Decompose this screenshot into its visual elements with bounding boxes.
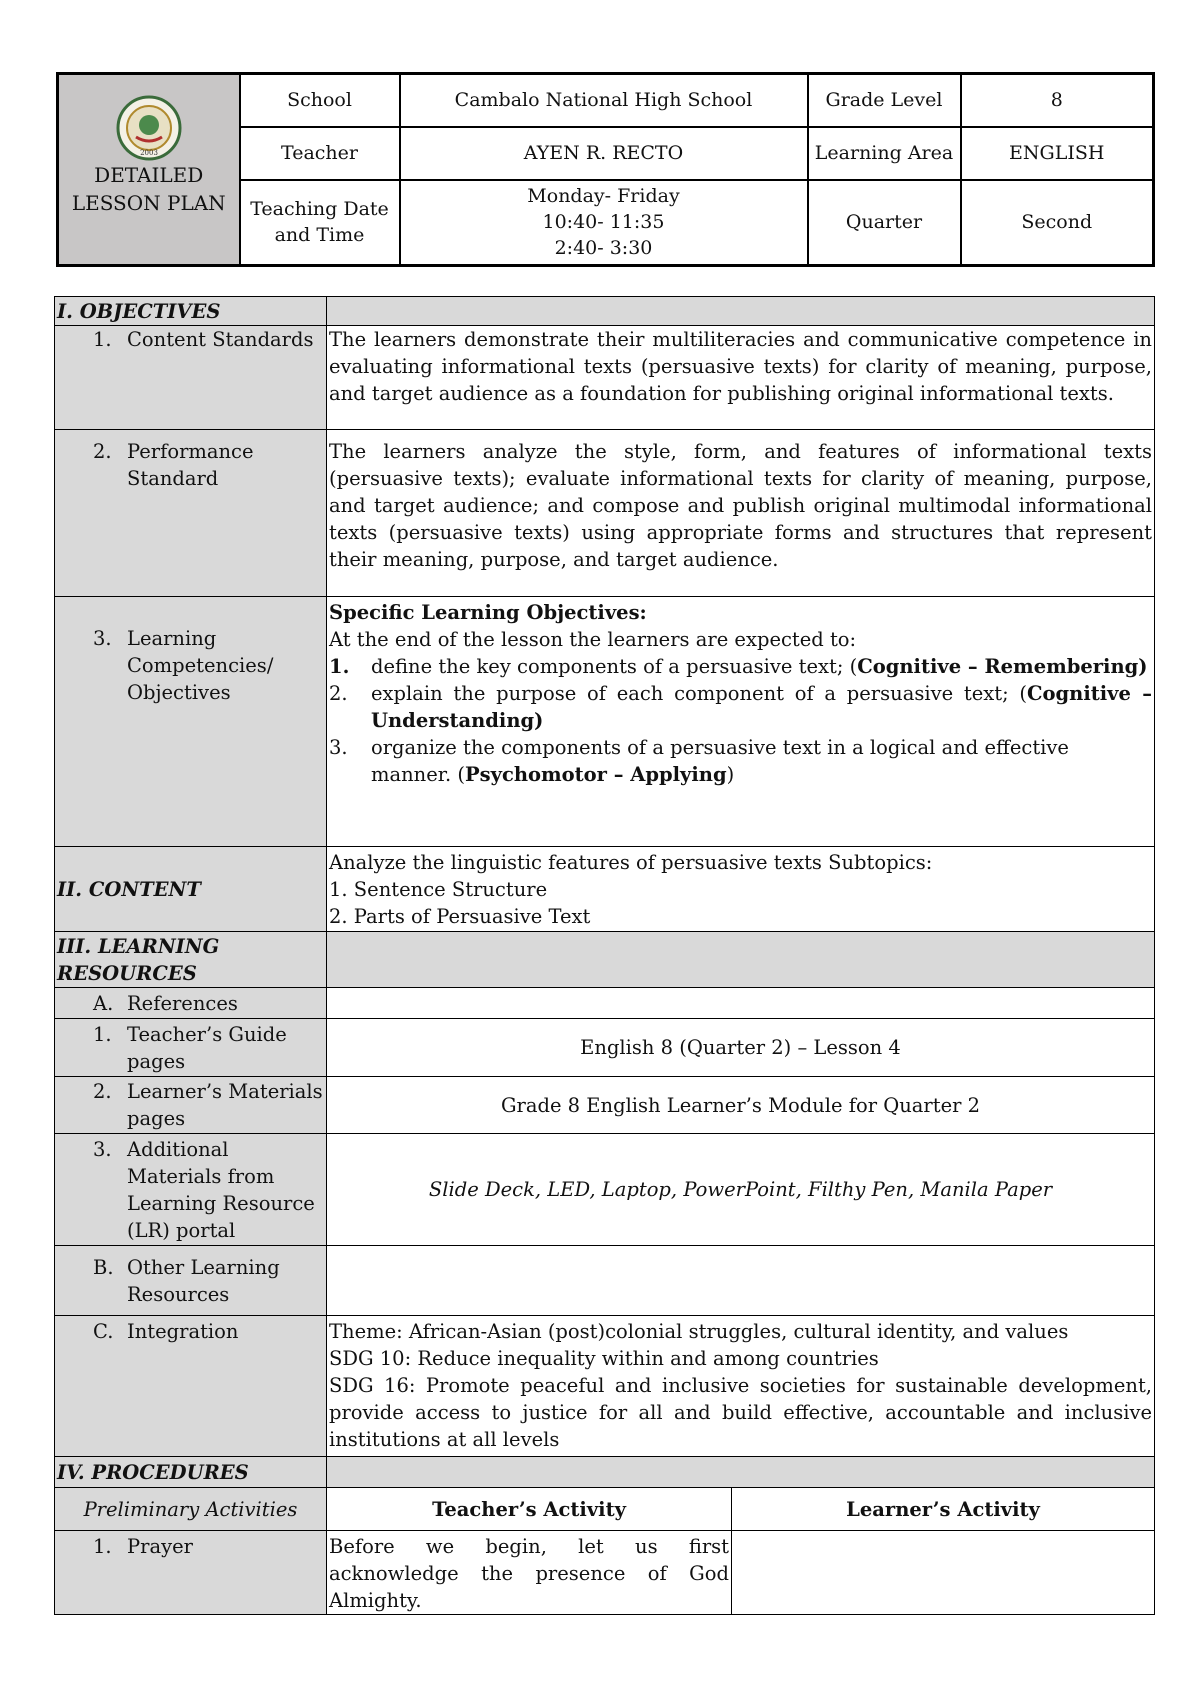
area-value: ENGLISH xyxy=(961,127,1154,180)
svg-text:2003: 2003 xyxy=(139,148,158,157)
competencies-label: 3. Learning Competencies/ Objectives xyxy=(55,597,327,847)
content-standards-text: The learners demonstrate their multiliteracies and communicative competence in evaluating informational texts (persuasive texts) for clarity of meaning, purpose, and target audience as a foundation for publishing original informational texts. xyxy=(327,326,1155,430)
prayer-teacher-activity: Before we begin, let us first acknowledge the presence of God Almighty. xyxy=(327,1531,732,1615)
grade-value: 8 xyxy=(961,74,1154,127)
objectives-subheading: Specific Learning Objectives: xyxy=(329,601,647,624)
school-value: Cambalo National High School xyxy=(400,74,808,127)
area-label: Learning Area xyxy=(808,127,961,180)
lesson-plan-table xyxy=(54,296,1155,1615)
date-label: Teaching Date and Time xyxy=(240,180,400,266)
quarter-label: Quarter xyxy=(808,180,961,266)
list-item: 1. define the key components of a persuasive text; (Cognitive – Remembering) xyxy=(329,655,1148,678)
teacher-label: Teacher xyxy=(240,127,400,180)
title-line1: DETAILED xyxy=(94,162,204,187)
learners-activity-header: Learner’s Activity xyxy=(732,1488,1155,1531)
teachers-activity-header: Teacher’s Activity xyxy=(327,1488,732,1531)
grade-label: Grade Level xyxy=(808,74,961,127)
teachers-guide-value: English 8 (Quarter 2) – Lesson 4 xyxy=(327,1019,1155,1077)
prayer-label: 1. Prayer xyxy=(55,1531,327,1615)
prayer-learner-activity xyxy=(732,1531,1155,1615)
content-standards-label: 1. Content Standards xyxy=(55,326,327,430)
school-label: School xyxy=(240,74,400,127)
list-item: 2. explain the purpose of each component of a persuasive text; (Cognitive – Understanding) xyxy=(329,682,1153,732)
title-line2: LESSON PLAN xyxy=(71,190,226,215)
learners-materials-label: 2. Learner’s Materials pages xyxy=(55,1077,327,1134)
references-label: A. References xyxy=(55,988,327,1019)
school-seal-icon xyxy=(116,95,182,161)
objectives-list xyxy=(329,653,1152,788)
header-table xyxy=(56,72,1155,267)
procedures-heading: IV. PROCEDURES xyxy=(55,1457,327,1488)
date-value: Monday- Friday 10:40- 11:35 2:40- 3:30 xyxy=(400,180,808,266)
title-cell xyxy=(58,74,240,266)
objectives-heading: I. OBJECTIVES xyxy=(55,297,327,326)
integration-label: C. Integration xyxy=(55,1316,327,1457)
quarter-value: Second xyxy=(961,180,1154,266)
additional-materials-value: Slide Deck, LED, Laptop, PowerPoint, Filthy Pen, Manila Paper xyxy=(327,1134,1155,1246)
resources-heading: III. LEARNING RESOURCES xyxy=(55,932,327,988)
teachers-guide-label: 1. Teacher’s Guide pages xyxy=(55,1019,327,1077)
list-item: 3. organize the components of a persuasive text in a logical and effective manner. (Psychomotor – Applying) xyxy=(329,736,1069,786)
integration-text: Theme: African-Asian (post)colonial struggles, cultural identity, and values SDG 10: Reduce inequality within and among countries SDG 16: Promote peaceful and inclusive societies for sustainable development, provide access to justice for all and build effective, accountable and inclusive institutions at all levels xyxy=(327,1316,1155,1457)
other-resources-label: B. Other Learning Resources xyxy=(55,1246,327,1316)
performance-standard-text: The learners analyze the style, form, and features of informational texts (persuasive texts); evaluate informational texts for clarity of meaning, purpose, and target audience; and compose and publish original multimodal informational texts (persuasive texts) using appropriate forms and structures that represent their meaning, purpose, and target audience. xyxy=(327,430,1155,597)
objectives-intro: At the end of the lesson the learners are expected to: xyxy=(329,628,857,651)
teacher-value: AYEN R. RECTO xyxy=(400,127,808,180)
content-text: Analyze the linguistic features of persuasive texts Subtopics: 1. Sentence Structure 2. Parts of Persuasive Text xyxy=(327,847,1155,932)
additional-materials-label: 3. Additional Materials from Learning Resource (LR) portal xyxy=(55,1134,327,1246)
performance-standard-label: 2. Performance Standard xyxy=(55,430,327,597)
competencies-content xyxy=(327,597,1155,847)
learners-materials-value: Grade 8 English Learner’s Module for Quarter 2 xyxy=(327,1077,1155,1134)
preliminary-activities-label: Preliminary Activities xyxy=(55,1488,327,1531)
content-heading: II. CONTENT xyxy=(55,847,327,932)
